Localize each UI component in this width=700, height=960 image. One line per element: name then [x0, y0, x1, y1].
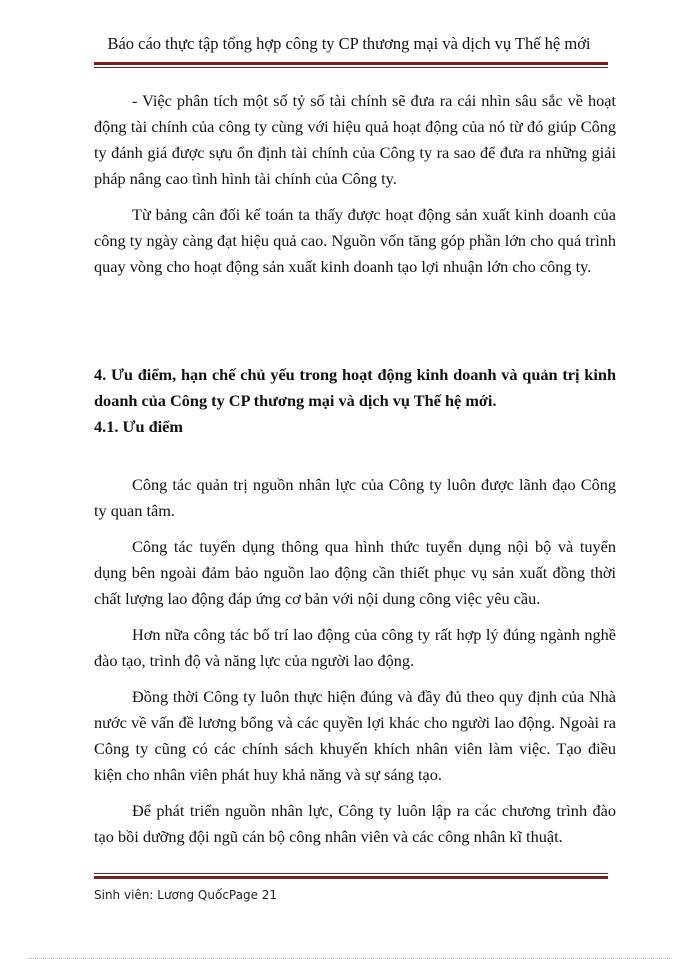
header-rule [94, 62, 608, 68]
header-rule-thick [94, 62, 608, 65]
page-bottom-dotted-line [28, 958, 672, 959]
footer-rule-thick [94, 876, 608, 879]
paragraph-recruitment: Công tác tuyển dụng thông qua hình thức tuyển dụng nội bộ và tuyển dụng bên ngoài đảm bảo nguồn lao động cần thiết phục vụ sản xuất đồng thời chất lượng lao động đáp ứng cơ bản với nội dung công việc yêu cầu. [94, 537, 616, 608]
bottom-paragraphs [94, 472, 616, 850]
header-rule-thin [94, 67, 608, 68]
footer-rule-thin [94, 873, 608, 874]
page-footer [94, 888, 277, 902]
section-heading [94, 362, 616, 440]
paragraph-compliance: Đồng thời Công ty luôn thực hiện đúng và đầy đủ theo quy định của Nhà nước về vấn đề lương bổng và các quyền lợi khác cho người lao động. Ngoài ra Công ty cũng có các chính sách khuyến khích nhân viên làm việc. Tạo điều kiện cho nhân viên phát huy khả năng và sự sáng tạo. [94, 687, 616, 784]
footer-page-number: Page 21 [228, 888, 278, 902]
footer-student-name: Sinh viên: Lương Quốc [94, 888, 229, 902]
top-paragraphs [94, 88, 616, 280]
paragraph-financial-ratios: - Việc phân tích một số tỷ số tài chính sẽ đưa ra cái nhìn sâu sắc về hoạt động tài chính của công ty cùng với hiệu quả hoạt động của nó từ đó giúp Công ty đánh giá được sựu ổn định tài chính của Công ty ra sao để đưa ra những giải pháp nâng cao tình hình tài chính của Công ty. [94, 91, 616, 188]
subsection-heading: 4.1. Ưu điểm [94, 417, 183, 436]
section-heading-text: 4. Ưu điểm, hạn chế chủ yếu trong hoạt động kinh doanh và quản trị kinh doanh của Công ty CP thương mại và dịch vụ Thế hệ mới. [94, 365, 616, 410]
paragraph-balance-sheet: Từ bảng cân đối kế toán ta thấy được hoạt động sản xuất kinh doanh của công ty ngày càng đạt hiệu quả cao. Nguồn vốn tăng góp phần lớn cho quá trình quay vòng cho hoạt động sản xuất kinh doanh tạo lợi nhuận lớn cho công ty. [94, 205, 616, 276]
paragraph-hr-management: Công tác quản trị nguồn nhân lực của Công ty luôn được lãnh đạo Công ty quan tâm. [94, 475, 616, 520]
paragraph-training: Để phát triển nguồn nhân lực, Công ty luôn lập ra các chương trình đào tạo bồi dưỡng đội ngũ cán bộ công nhân viên và các công nhân kĩ thuật. [94, 801, 616, 846]
paragraph-labor-allocation: Hơn nữa công tác bố trí lao động của công ty rất hợp lý đúng ngành nghề đào tạo, trình độ và năng lực của người lao động. [94, 625, 616, 670]
footer-rule [94, 873, 608, 879]
page-header-title: Báo cáo thực tập tổng hợp công ty CP thương mại và dịch vụ Thế hệ mới [107, 34, 591, 53]
